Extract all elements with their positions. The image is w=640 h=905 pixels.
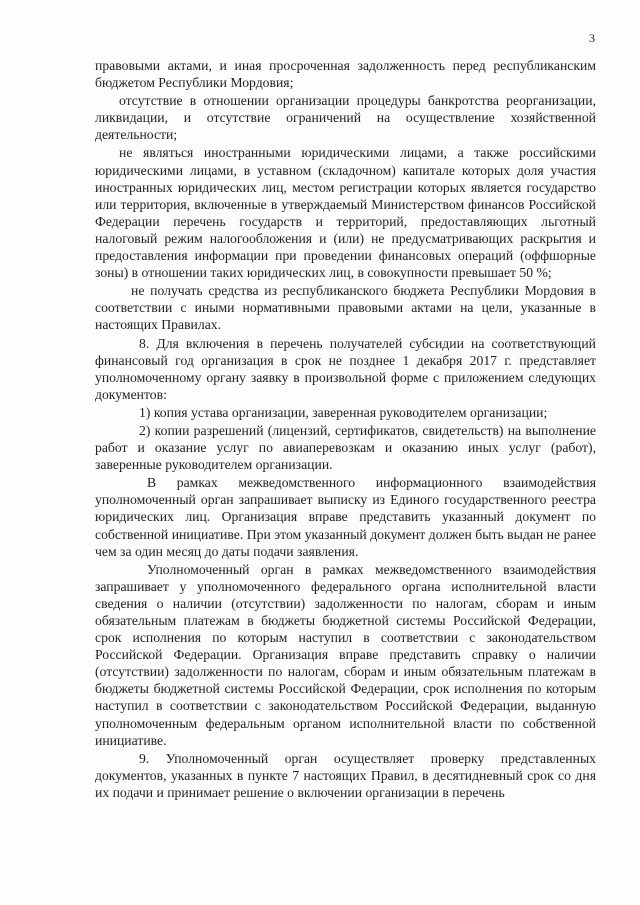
paragraph-not-foreign-entity: не являться иностранными юридическими лицами, а также российскими юридическими лицами, в уставном (складочном) капитале которых доля участия иностранных юридических лиц, местом регистрации которых является государство или территория, включенные в утверждаемый Министерством финансов Российской Федерации перечень государств и территорий, предоставляющих льготный налоговый режим налогообложения и (или) не предусматривающих раскрытия и предоставления информации при проведении финансовых операций (оффшорные зоны) в отношении таких юридических лиц, в совокупности превышает 50 %; xyxy=(95,145,596,281)
paragraph-continuation-legal-acts: правовыми актами, и иная просроченная задолженность перед республиканским бюджетом Республики Мордовия; xyxy=(95,58,596,91)
paragraph-no-other-funds: не получать средства из республиканского бюджета Республики Мордовия в соответствии с иными нормативными правовыми актами на цели, указанные в настоящих Правилах. xyxy=(95,283,596,333)
paragraph-item-8: 8. Для включения в перечень получателей субсидии на соответствующий финансовый год организация в срок не позднее 1 декабря 2017 г. представляет уполномоченному органу заявку в произвольной форме с приложением следующих документов: xyxy=(95,335,596,402)
paragraph-document-2: 2) копии разрешений (лицензий, сертификатов, свидетельств) на выполнение работ и оказание услуг по авиаперевозкам и оказанию иных услуг (работ), заверенные руководителем организации. xyxy=(95,422,596,473)
paragraph-interagency-tax: Уполномоченный орган в рамках межведомственного взаимодействия запрашивает у уполномоченного федерального органа исполнительной власти сведения о наличии (отсутствии) задолженности по налогам, сборам и иным обязательным платежам в бюджеты бюджетной системы Российской Федерации, срок исполнения по которым наступил в соответствии с законодательством Российской Федерации. Организация вправе представить справку о наличии (отсутствии) задолженности по налогам, сборам и иным обязательным платежам в бюджеты бюджетной системы Российской Федерации, срок исполнения по которым наступил в соответствии с законодательством Российской Федерации, выданную уполномоченным федеральным органом исполнительной власти по собственной инициативе. xyxy=(95,561,596,748)
page-number: 3 xyxy=(589,31,595,45)
paragraph-no-bankruptcy: отсутствие в отношении организации процедуры банкротства реорганизации, ликвидации, и отсутствие ограничений на осуществление хозяйственной деятельности; xyxy=(95,93,596,143)
paragraph-document-1: 1) копия устава организации, заверенная руководителем организации; xyxy=(139,404,548,420)
document-text xyxy=(95,57,596,801)
paragraph-interagency-extract: В рамках межведомственного информационного взаимодействия уполномоченный орган запрашивает выписку из Единого государственного реестра юридических лиц. Организация вправе представить указанный документ по собственной инициативе. При этом указанный документ должен быть выдан не ранее чем за один месяц до даты подачи заявления. xyxy=(95,475,596,559)
paragraph-item-9: 9. Уполномоченный орган осуществляет проверку представленных документов, указанных в пункте 7 настоящих Правил, в десятидневный срок со дня их подачи и принимает решение о включении организации в перечень xyxy=(95,750,596,800)
